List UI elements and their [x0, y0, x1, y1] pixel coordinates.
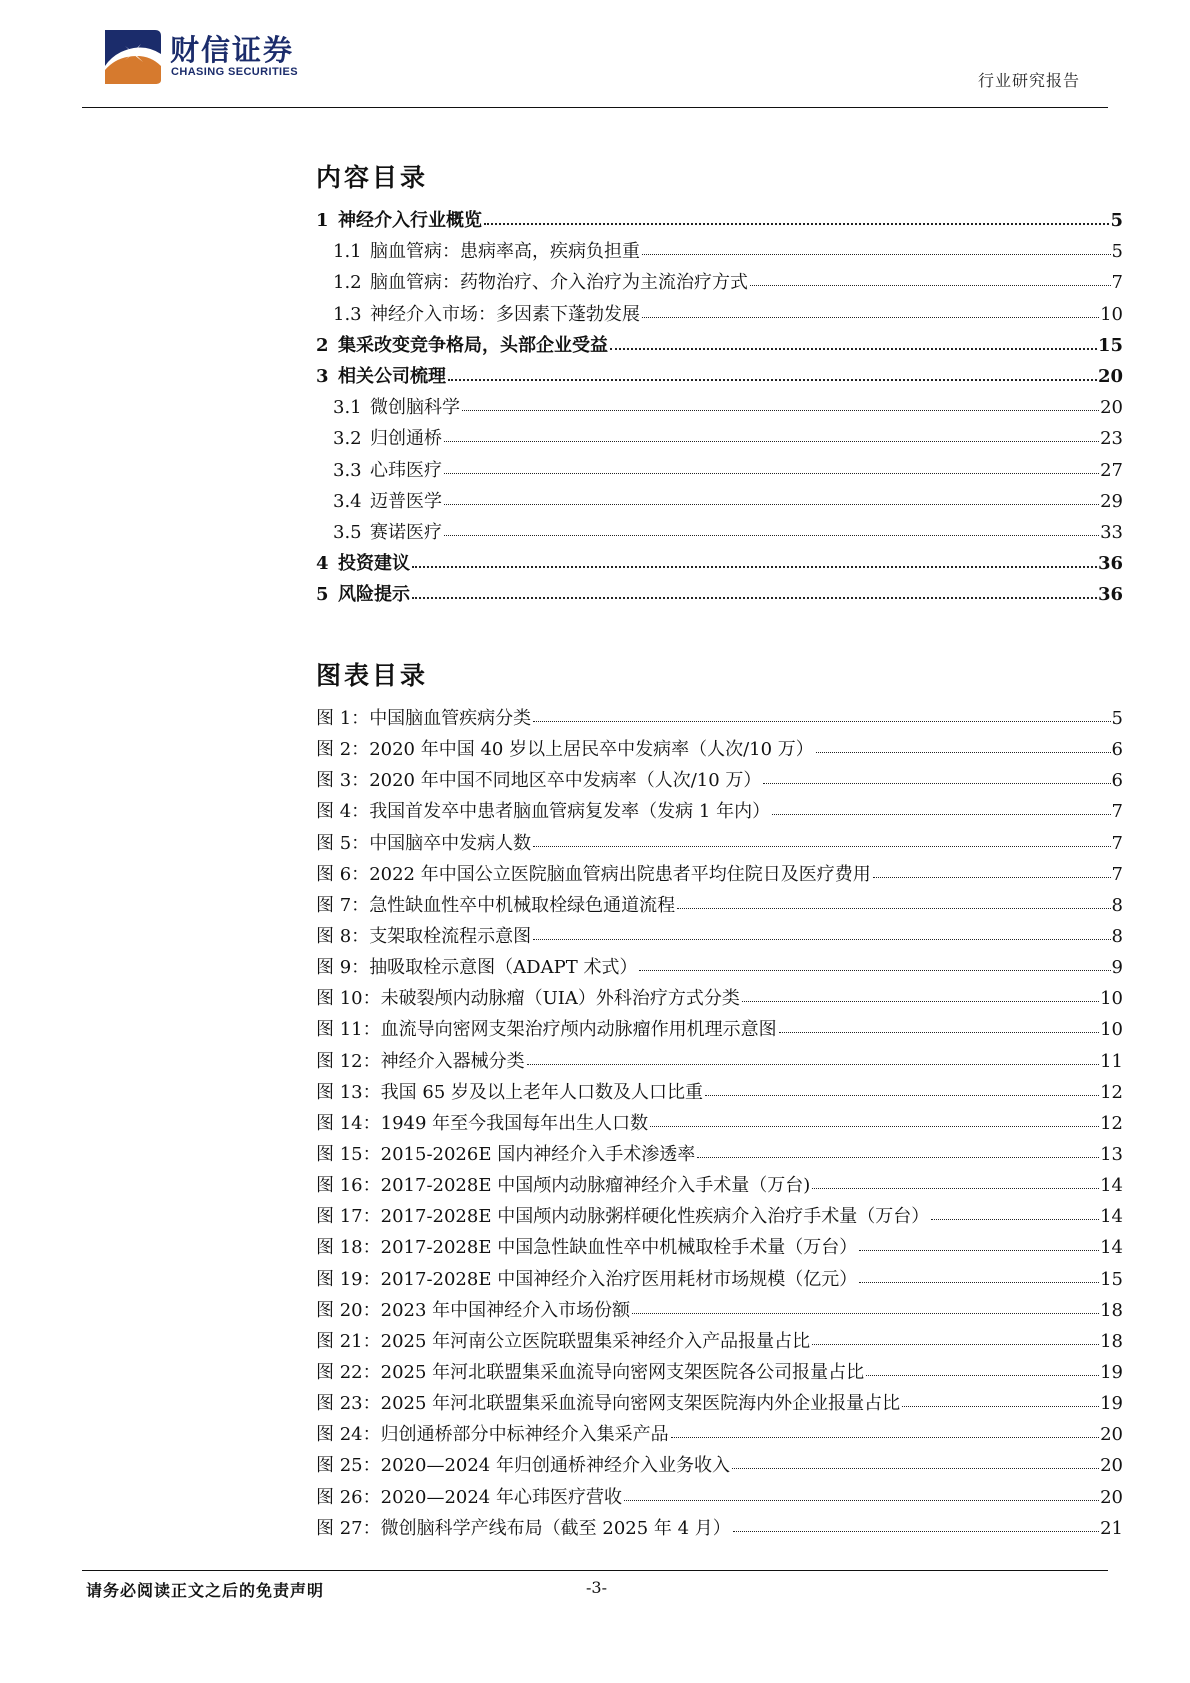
toc-entry-2[interactable]: 2 集采改变竞争格局，头部企业受益 15 [316, 334, 1123, 356]
figure-entry[interactable]: 图 15：2015-2026E 国内神经介入手术渗透率 13 [316, 1143, 1123, 1165]
dot-leader [873, 863, 1111, 878]
figure-entry[interactable]: 图 20：2023 年中国神经介入市场份额 18 [316, 1299, 1123, 1321]
page-header [0, 0, 1190, 110]
toc-entry-3-1[interactable]: 3.1 微创脑科学 20 [333, 397, 1123, 419]
dot-leader [812, 1174, 1099, 1189]
document-type: 行业研究报告 [977, 71, 1080, 90]
dot-leader [527, 1050, 1099, 1065]
dot-leader [444, 427, 1099, 442]
figure-entry[interactable]: 图 27：微创脑科学产线布局（截至 2025 年 4 月） 21 [316, 1517, 1123, 1539]
dot-leader [610, 334, 1097, 350]
dot-leader [533, 925, 1110, 940]
figure-entry[interactable]: 图 24：归创通桥部分中标神经介入集采产品 20 [316, 1424, 1123, 1446]
toc-title: 内容目录 [316, 163, 429, 192]
dot-leader [763, 769, 1110, 784]
dot-leader [448, 365, 1097, 381]
dot-leader [779, 1018, 1099, 1033]
dot-leader [772, 800, 1110, 815]
figure-entry[interactable]: 图 2：2020 年中国 40 岁以上居民卒中发病率（人次/10 万） 6 [316, 739, 1123, 761]
dot-leader [642, 303, 1099, 318]
figure-entry[interactable]: 图 25：2020—2024 年归创通桥神经介入业务收入 20 [316, 1455, 1123, 1477]
dot-leader [859, 1236, 1099, 1251]
dot-leader [412, 552, 1097, 568]
dot-leader [624, 1486, 1099, 1501]
toc-entry-3-4[interactable]: 3.4 迈普医学 29 [333, 490, 1123, 512]
figure-entry[interactable]: 图 19：2017-2028E 中国神经介入治疗医用耗材市场规模（亿元） 15 [316, 1268, 1123, 1290]
figure-entry[interactable]: 图 6：2022 年中国公立医院脑血管病出院患者平均住院日及医疗费用 7 [316, 863, 1123, 885]
figure-entry[interactable]: 图 7：急性缺血性卒中机械取栓绿色通道流程 8 [316, 894, 1123, 916]
dot-leader [484, 209, 1109, 225]
dot-leader [533, 832, 1110, 847]
dot-leader [902, 1392, 1099, 1407]
dot-leader [671, 1423, 1099, 1438]
toc-entry-3-3[interactable]: 3.3 心玮医疗 27 [333, 459, 1123, 481]
dot-leader [931, 1205, 1099, 1220]
figure-entry[interactable]: 图 21：2025 年河南公立医院联盟集采神经介入产品报量占比 18 [316, 1330, 1123, 1352]
figure-entry[interactable]: 图 11：血流导向密网支架治疗颅内动脉瘤作用机理示意图 10 [316, 1019, 1123, 1041]
dot-leader [750, 271, 1111, 286]
dot-leader [732, 1454, 1099, 1469]
toc-entry-1-1[interactable]: 1.1 脑血管病：患病率高，疾病负担重 5 [333, 241, 1123, 263]
toc-entry-3-2[interactable]: 3.2 归创通桥 23 [333, 428, 1123, 450]
dot-leader [650, 1112, 1099, 1127]
dot-leader [462, 396, 1099, 411]
dot-leader [533, 707, 1110, 722]
figure-list [316, 707, 1123, 1548]
dot-leader [816, 738, 1111, 753]
figure-entry[interactable]: 图 17：2017-2028E 中国颅内动脉粥样硬化性疾病介入治疗手术量（万台） 14 [316, 1206, 1123, 1228]
figure-entry[interactable]: 图 5：中国脑卒中发病人数 7 [316, 832, 1123, 854]
toc-entry-3-5[interactable]: 3.5 赛诺医疗 33 [333, 521, 1123, 543]
dot-leader [639, 956, 1110, 971]
toc-entry-1[interactable]: 1 神经介入行业概览 5 [316, 210, 1123, 231]
figure-entry[interactable]: 图 12：神经介入器械分类 11 [316, 1050, 1123, 1072]
footer-divider [82, 1570, 1108, 1571]
figure-entry[interactable]: 图 13：我国 65 岁及以上老年人口数及人口比重 12 [316, 1081, 1123, 1103]
dot-leader [444, 490, 1099, 505]
dot-leader [677, 894, 1110, 909]
figure-entry[interactable]: 图 3：2020 年中国不同地区卒中发病率（人次/10 万） 6 [316, 770, 1123, 792]
dot-leader [642, 240, 1111, 255]
brand-name-cn: 财信证券 [170, 33, 295, 67]
toc-entry-4[interactable]: 4 投资建议 36 [316, 553, 1123, 575]
figure-entry[interactable]: 图 16：2017-2028E 中国颅内动脉瘤神经介入手术量（万台) 14 [316, 1175, 1123, 1197]
figure-list-title: 图表目录 [316, 661, 429, 690]
dot-leader [705, 1081, 1099, 1096]
brand-logo-icon [103, 26, 163, 86]
dot-leader [444, 459, 1099, 474]
dot-leader [733, 1517, 1099, 1532]
dot-leader [697, 1143, 1099, 1158]
page-number: -3- [586, 1578, 607, 1597]
figure-entry[interactable]: 图 1：中国脑血管疾病分类 5 [316, 708, 1123, 729]
figure-entry[interactable]: 图 22：2025 年河北联盟集采血流导向密网支架医院各公司报量占比 19 [316, 1361, 1123, 1383]
figure-entry[interactable]: 图 18：2017-2028E 中国急性缺血性卒中机械取栓手术量（万台） 14 [316, 1237, 1123, 1259]
figure-entry[interactable]: 图 26：2020—2024 年心玮医疗营收 20 [316, 1486, 1123, 1508]
brand-name-en: CHASING SECURITIES [171, 66, 298, 78]
toc-entry-1-2[interactable]: 1.2 脑血管病：药物治疗、介入治疗为主流治疗方式 7 [333, 272, 1123, 294]
dot-leader [866, 1361, 1099, 1376]
toc-entry-5[interactable]: 5 风险提示 36 [316, 584, 1123, 606]
dot-leader [412, 583, 1097, 599]
figure-entry[interactable]: 图 23：2025 年河北联盟集采血流导向密网支架医院海内外企业报量占比 19 [316, 1393, 1123, 1415]
figure-entry[interactable]: 图 14：1949 年至今我国每年出生人口数 12 [316, 1112, 1123, 1134]
header-divider [82, 107, 1108, 108]
dot-leader [632, 1299, 1099, 1314]
figure-entry[interactable]: 图 10：未破裂颅内动脉瘤（UIA）外科治疗方式分类 10 [316, 988, 1123, 1010]
figure-entry[interactable]: 图 9：抽吸取栓示意图（ADAPT 术式） 9 [316, 957, 1123, 979]
toc-list [316, 209, 1123, 614]
toc-entry-1-3[interactable]: 1.3 神经介入市场：多因素下蓬勃发展 10 [333, 303, 1123, 325]
dot-leader [859, 1268, 1099, 1283]
dot-leader [444, 521, 1099, 536]
toc-entry-3[interactable]: 3 相关公司梳理 20 [316, 365, 1123, 387]
figure-entry[interactable]: 图 4：我国首发卒中患者脑血管病复发率（发病 1 年内） 7 [316, 801, 1123, 823]
disclaimer-notice: 请务必阅读正文之后的免责声明 [86, 1581, 325, 1600]
figure-entry[interactable]: 图 8：支架取栓流程示意图 8 [316, 925, 1123, 947]
dot-leader [812, 1330, 1099, 1345]
dot-leader [742, 987, 1099, 1002]
